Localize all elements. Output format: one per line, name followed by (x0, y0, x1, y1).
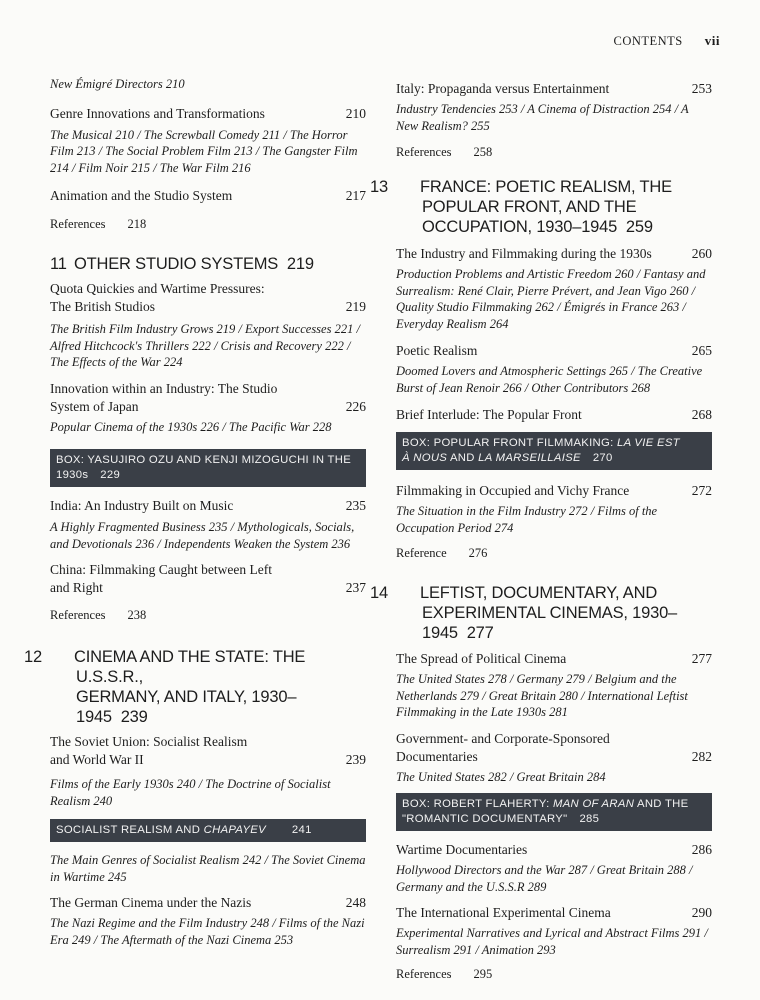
box-page: 241 (291, 824, 312, 836)
section-subtopics: Industry Tendencies 253 / A Cinema of Distraction 254 / A New Realism? 255 (396, 102, 689, 133)
section-title: Italy: Propaganda versus Entertainment (396, 81, 610, 96)
chapter-title-line2: GERMANY, AND ITALY, 1930–1945 (76, 688, 297, 726)
chapter-number: 11 (50, 255, 67, 273)
section-subtopics: The United States 282 / Great Britain 284 (396, 769, 606, 784)
chapter-number: 13 (370, 178, 388, 196)
box-film-title: MAN OF ARAN (553, 798, 635, 810)
section-subtopics: Experimental Narratives and Lyrical and Abstract Films 291 / Surrealism 291 / Animation 293 (396, 926, 708, 957)
section-title: The International Experimental Cinema (396, 905, 611, 920)
section-page: 290 (691, 905, 712, 920)
chapter-page: 219 (286, 255, 314, 273)
section-title: Brief Interlude: The Popular Front (396, 407, 582, 422)
chapter-title-line1: CINEMA AND THE STATE: THE U.S.S.R., (74, 648, 306, 686)
section-sponsored-documentaries (396, 730, 712, 766)
section-animation (50, 187, 366, 205)
section-subtopics: The Situation in the Film Industry 272 / Films of the Occupation Period 274 (396, 504, 658, 535)
references-entry (396, 967, 712, 982)
box-socialist-realism (50, 819, 366, 842)
section-page: 219 (345, 299, 366, 314)
section-page: 237 (345, 580, 366, 595)
section-wartime-documentaries (396, 841, 712, 859)
references-page: 295 (473, 967, 493, 981)
section-brief-interlude (396, 406, 712, 424)
section-page: 286 (691, 842, 712, 857)
section-page: 217 (345, 188, 366, 203)
references-label: References (50, 217, 106, 231)
chapter-12-heading (24, 647, 366, 727)
references-page: 276 (468, 546, 488, 560)
header-title: CONTENTS (613, 34, 683, 48)
section-soviet-union (50, 733, 366, 769)
chapter-title-line3: OCCUPATION, 1930–1945 (422, 218, 618, 236)
box-page: 270 (592, 452, 613, 464)
box-text: SOCIALIST REALISM AND (56, 824, 201, 836)
references-label: References (396, 967, 452, 981)
box-page: 285 (579, 813, 600, 825)
section-title: Animation and the Studio System (50, 188, 233, 203)
references-entry (396, 145, 712, 160)
section-page: 239 (345, 752, 366, 767)
section-china (50, 561, 366, 597)
section-page: 277 (691, 651, 712, 666)
section-title: Poetic Realism (396, 343, 478, 358)
section-experimental-cinema (396, 904, 712, 922)
chapter-title-line2: EXPERIMENTAL CINEMAS, 1930–1945 (422, 604, 678, 642)
page-number: vii (704, 33, 720, 48)
section-title-line2: and World War II (50, 752, 144, 767)
section-page: 248 (345, 895, 366, 910)
section-page: 260 (691, 246, 712, 261)
references-page: 258 (473, 145, 493, 159)
section-page: 210 (345, 105, 366, 121)
right-column (370, 80, 712, 982)
box-film-title-1b: À NOUS (402, 452, 448, 464)
section-title: Filmmaking in Occupied and Vichy France (396, 483, 630, 498)
section-title-line2: and Right (50, 580, 103, 595)
section-quota-quickies (50, 280, 366, 316)
section-page: 235 (345, 498, 366, 513)
chapter-page: 277 (466, 624, 494, 642)
box-film-title-1a: LA VIE EST (617, 437, 680, 449)
chapter-title-line1: FRANCE: POETIC REALISM, THE (420, 178, 672, 196)
section-subtopics: The United States 278 / Germany 279 / Belgium and the Netherlands 279 / Great Britain 280 / International Leftist Filmmaking in the Late 1930s 281 (396, 672, 688, 719)
section-title-line1: Government- and Corporate-Sponsored (396, 730, 610, 746)
section-occupied-vichy (396, 482, 712, 500)
section-page: 272 (691, 483, 712, 498)
chapter-title-line1: LEFTIST, DOCUMENTARY, AND (420, 584, 658, 602)
chapter-14-heading (370, 583, 712, 643)
box-text-and: AND (449, 452, 475, 464)
section-japan-studio-system (50, 380, 366, 416)
section-german-cinema (50, 894, 366, 912)
section-title: The Spread of Political Cinema (396, 651, 567, 666)
chapter-11-heading (50, 254, 366, 274)
section-industry-1930s (396, 245, 712, 263)
section-title: Genre Innovations and Transformations (50, 105, 265, 121)
box-page: 229 (100, 469, 121, 481)
chapter-title-line2: POPULAR FRONT, AND THE (422, 198, 637, 216)
chapter-number: 12 (24, 648, 42, 666)
section-subtopics: Doomed Lovers and Atmospheric Settings 265 / The Creative Burst of Jean Renoir 266 / Other Contributors 268 (396, 364, 703, 395)
box-text: BOX: POPULAR FRONT FILMMAKING: (402, 437, 614, 449)
box-robert-flaherty (396, 793, 712, 831)
chapter-13-heading (370, 177, 712, 237)
section-page: 265 (691, 343, 712, 358)
entry-new-emigre-directors: New Émigré Directors 210 (50, 77, 185, 91)
section-title-line1: Innovation within an Industry: The Studio (50, 380, 278, 396)
section-page: 282 (691, 748, 712, 764)
section-subtopics: Popular Cinema of the 1930s 226 / The Pacific War 228 (50, 419, 332, 434)
box-text: BOX: ROBERT FLAHERTY: (402, 798, 550, 810)
section-title: India: An Industry Built on Music (50, 498, 234, 513)
references-entry (50, 217, 366, 232)
box-film-title-2: LA MARSEILLAISE (478, 452, 581, 464)
box-film-title: CHAPAYEV (203, 824, 266, 836)
box-popular-front (396, 432, 712, 470)
section-poetic-realism (396, 342, 712, 360)
section-subtopics: The Main Genres of Socialist Realism 242 / The Soviet Cinema in Wartime 245 (50, 853, 366, 884)
section-title-line1: The Soviet Union: Socialist Realism (50, 734, 248, 749)
section-page: 268 (691, 407, 712, 422)
references-label: Reference (396, 546, 447, 560)
section-title-line1: Quota Quickies and Wartime Pressures: (50, 281, 265, 296)
section-title: The Industry and Filmmaking during the 1930s (396, 246, 652, 261)
section-title: The German Cinema under the Nazis (50, 895, 252, 910)
section-subtopics: A Highly Fragmented Business 235 / Mythologicals, Socials, and Devotionals 236 / Independents Weaken the System 236 (50, 520, 355, 551)
box-ozu-mizoguchi (50, 449, 366, 487)
chapter-number: 14 (370, 584, 388, 602)
section-subtopics: The British Film Industry Grows 219 / Export Successes 221 / Alfred Hitchcock's Thrillers 222 / Crisis and Recovery 222 / The Effects of the War 224 (50, 322, 360, 369)
section-genre-innovations (50, 105, 366, 123)
references-label: References (396, 145, 452, 159)
references-entry (50, 608, 366, 623)
chapter-title: OTHER STUDIO SYSTEMS (74, 255, 279, 273)
section-title-line2: The British Studios (50, 299, 156, 314)
box-text: BOX: YASUJIRO OZU AND KENJI MIZOGUCHI IN THE 1930s (56, 454, 352, 481)
references-page: 218 (127, 217, 147, 231)
section-page: 253 (691, 81, 712, 96)
box-text-2: AND THE "ROMANTIC DOCUMENTARY" (402, 798, 689, 825)
section-title-line1: China: Filmmaking Caught between Left (50, 562, 272, 577)
references-entry (396, 546, 712, 561)
section-subtopics: Production Problems and Artistic Freedom 260 / Fantasy and Surrealism: René Clair, Pierre Prévert, and Jean Vigo 260 / Quality Studio Filmmaking 262 / Émigrés in France 263 / Everyday Realism 264 (396, 267, 706, 331)
chapter-page: 259 (625, 218, 653, 236)
section-title: Wartime Documentaries (396, 842, 528, 857)
left-column (24, 76, 366, 948)
section-subtopics: The Musical 210 / The Screwball Comedy 211 / The Horror Film 213 / The Social Problem Film 213 / The Gangster Film 214 / Film Noir 215 / The War Film 216 (50, 127, 358, 175)
section-india (50, 497, 366, 515)
references-label: References (50, 608, 106, 622)
section-political-cinema (396, 650, 712, 668)
running-header (613, 33, 720, 49)
section-title-line2: System of Japan (50, 398, 139, 414)
section-subtopics: The Nazi Regime and the Film Industry 248 / Films of the Nazi Era 249 / The Aftermath of the Nazi Cinema 253 (50, 916, 365, 947)
section-title-line2: Documentaries (396, 748, 478, 764)
section-subtopics: Films of the Early 1930s 240 / The Doctrine of Socialist Realism 240 (50, 777, 331, 808)
section-italy (396, 80, 712, 98)
chapter-page: 239 (120, 708, 148, 726)
section-page: 226 (345, 398, 366, 414)
section-subtopics: Hollywood Directors and the War 287 / Great Britain 288 / Germany and the U.S.S.R 289 (396, 863, 693, 894)
references-page: 238 (127, 608, 147, 622)
